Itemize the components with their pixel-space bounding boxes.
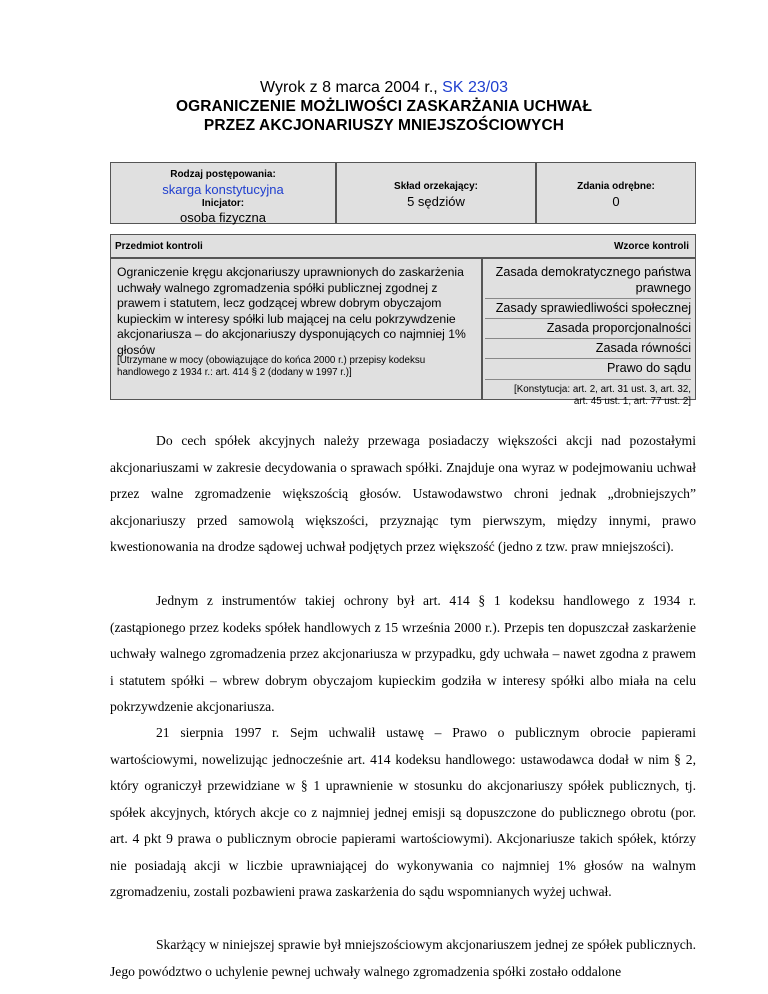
dissenting-value: 0 <box>612 194 620 209</box>
standard-item: Zasady sprawiedliwości społecznej <box>485 299 691 319</box>
dissenting-label: Zdania odrębne: <box>577 181 655 192</box>
standards-list <box>485 265 691 408</box>
judgment-date: Wyrok z 8 marca 2004 r., <box>260 79 443 96</box>
review-subject-note: [Utrzymane w mocy (obowiązujące do końca 2000 r.) przepisy kodeksu handlowego z 1934 r.: art. 414 § 2 (dodany w 1997 r.)] <box>117 355 426 378</box>
review-standards-label: Wzorce kontroli <box>613 241 689 252</box>
body-paragraph-1: Do cech spółek akcyjnych należy przewaga posiadaczy większości akcji nad pozostałymi akcjonariuszami w zakresie decydowania o sprawach spółki. Znajduje ona wyraz w podejmowaniu uchwał przez walne zgromadzenie większością głosów. Ustawodawstwo chroni jednak „drobniejszych” akcjonariuszy przed samowolą większości, przyznając tym pierwszym, między innymi, prawo kwestionowania na drodze sądowej uchwał podjętych przez większość (jedno z tzw. praw mniejszości). <box>110 433 696 554</box>
standard-item: Zasada równości <box>485 339 691 359</box>
review-standards-box <box>482 258 696 407</box>
subject-title-line1: OGRANICZENIE MOŻLIWOŚCI ZASKARŻANIA UCHWAŁ <box>175 98 593 115</box>
body-paragraph-3: 21 sierpnia 1997 r. Sejm uchwalił ustawę – Prawo o publicznym obrocie papierami wartościowymi, nowelizując jednocześnie art. 414 kodeksu handlowego: ustawodawca dodał w nim § 2, który ograniczył przewidziane w § 1 uprawnienie w stosunku do akcjonariuszy spółek publicznych, tj. spółek akcyjnych, których akcje co z najmniej jednej emisji są dopuszczone do publicznego obrotu (por. art. 4 pkt 9 prawa o publicznym obrocie papierami wartościowymi). Akcjonariusze takich spółek, którzy nie posiadają akcji w liczbie uprawniającej do wykonywania co najmniej 1% głosów na walnym zgromadzeniu, zostali pozbawieni prawa zaskarżenia do sądu wspomnianych wyżej uchwał. <box>110 725 696 899</box>
proceeding-type-box <box>110 162 336 224</box>
standards-note: [Konstytucja: art. 2, art. 31 ust. 3, art. 32, art. 45 ust. 1, art. 77 ust. 2] <box>514 384 691 407</box>
standard-item: Prawo do sądu <box>485 359 691 380</box>
initiator-value: osoba fizyczna <box>180 210 266 225</box>
proceeding-type-value: skarga konstytucyjna <box>162 182 284 197</box>
bench-composition-box <box>336 162 536 224</box>
bench-label: Skład orzekający: <box>394 181 478 192</box>
review-subject-box <box>110 258 482 400</box>
bench-value: 5 sędziów <box>407 194 465 209</box>
judgment-title <box>0 78 768 97</box>
case-reference-link[interactable]: SK 23/03 <box>442 79 508 96</box>
standard-item: Zasada demokratycznego państwa prawnego <box>485 265 691 299</box>
initiator-label: Inicjator: <box>201 198 245 209</box>
document-header <box>0 78 768 135</box>
dissenting-opinions-box <box>536 162 696 224</box>
body-paragraph-4: Skarżący w niniejszej sprawie był mniejszościowym akcjonariuszem jednej ze spółek publicznych. Jego powództwo o uchylenie pewnej uchwały walnego zgromadzenia spółki zostało oddalone <box>110 937 696 979</box>
review-header-row <box>110 234 696 258</box>
body-paragraph-2: Jednym z instrumentów takiej ochrony był art. 414 § 1 kodeksu handlowego z 1934 r. (zastąpionego przez kodeks spółek handlowych z 15 września 2000 r.). Przepis ten dopuszczał zaskarżenie uchwały walnego zgromadzenia przez akcjonariusza w przypadku, gdy uchwała – nawet zgodna z prawem i statutem spółki – wbrew dobrym obyczajom kupieckim godziła w interesy spółki albo miała na celu pokrzywdzenie akcjonariusza. <box>110 593 696 714</box>
subject-title-line2: PRZEZ AKCJONARIUSZY MNIEJSZOŚCIOWYCH <box>203 117 565 134</box>
review-subject-label: Przedmiot kontroli <box>115 241 203 252</box>
standard-item: Zasada proporcjonalności <box>485 319 691 339</box>
proceeding-type-label: Rodzaj postępowania: <box>170 169 276 180</box>
review-subject-text: Ograniczenie kręgu akcjonariuszy uprawnionych do zaskarżenia uchwały walnego zgromadzenia spółki publicznej zgodnej z prawem i statutem, lecz godzącej wbrew dobrym obyczajom kupieckim w interesy spółki lub mającej na celu pokrzywdzenie akcjonariusza – do akcjonariuszy dysponujących co najmniej 1% głosów <box>117 265 466 357</box>
